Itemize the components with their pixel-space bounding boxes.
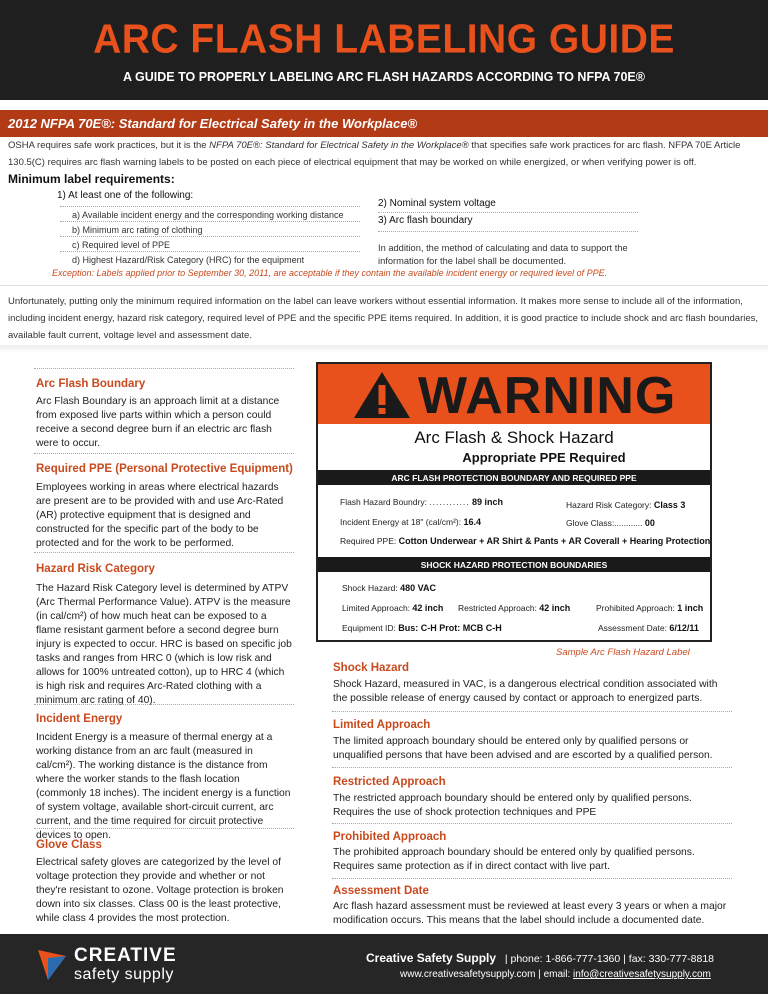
label-ppe-required: Appropriate PPE Required bbox=[462, 450, 626, 465]
summary-paragraph: Unfortunately, putting only the minimum required information on the label can leave workers without essential information. It makes more sense to include all of the information, including incident energy, hazard risk category, required level of PPE and the specific PPE items required. In addition, it is good practice to include shock and arc flash boundaries, available fault current, voltage level and assessment date. bbox=[8, 296, 759, 341]
requirements-heading: Minimum label requirements: bbox=[8, 172, 175, 186]
arc-flash-boundary-heading: Arc Flash Boundary bbox=[36, 378, 146, 390]
label-shock-bar: SHOCK HAZARD PROTECTION BOUNDARIES bbox=[318, 557, 710, 572]
divider bbox=[34, 552, 294, 553]
prohibited-approach-text: The prohibited approach boundary should be entered only by qualified persons. Requires same protection as if in direct contact with live part. bbox=[333, 847, 695, 872]
label-equipment-id: Equipment ID: Bus: C-H Prot: MCB C-H bbox=[342, 623, 502, 633]
footer-web-line: www.creativesafetysupply.com | email: info@creativesafetysupply.com bbox=[400, 969, 711, 980]
divider bbox=[34, 368, 294, 369]
label-assessment-date: Assessment Date: 6/12/11 bbox=[598, 623, 699, 633]
arc-flash-boundary-text: Arc Flash Boundary is an approach limit at a distance from exposed live parts within which a person could receive a second degree burn if an electric arc flash were to occur. bbox=[36, 396, 280, 449]
divider bbox=[0, 345, 768, 353]
req-sub-a: a) Available incident energy and the corresponding working distance bbox=[72, 210, 344, 220]
divider bbox=[332, 823, 732, 824]
shock-hazard-text: Shock Hazard, measured in VAC, is a dangerous electrical condition associated with the possible release of energy caused by contact or approach to energized parts. bbox=[333, 679, 718, 704]
email-link[interactable]: info@creativesafetysupply.com bbox=[573, 969, 711, 980]
label-shock-hazard: Shock Hazard: 480 VAC bbox=[342, 583, 436, 593]
section-band: 2012 NFPA 70E®: Standard for Electrical Safety in the Workplace® bbox=[0, 110, 768, 137]
label-restricted-approach: Restricted Approach: 42 inch bbox=[458, 603, 571, 613]
divider bbox=[332, 878, 732, 879]
label-flash-boundary: Flash Hazard Boundry: ............ 89 inch bbox=[340, 497, 504, 507]
divider bbox=[378, 231, 638, 232]
incident-energy-text: Incident Energy is a measure of thermal energy at a working distance from an arc fault (measured in cal/cm²). The working distance is the distance from where the worker stands to the flash location (commonly 18 inches). The incident energy is a function of system voltage, available short-circuit current, arc current, and the time required for circuit protective devices to open. bbox=[36, 732, 291, 841]
label-arc-flash-bar: ARC FLASH PROTECTION BOUNDARY AND REQUIRED PPE bbox=[318, 470, 710, 485]
divider bbox=[60, 251, 360, 252]
req-sub-d: d) Highest Hazard/Risk Category (HRC) for the equipment bbox=[72, 255, 305, 265]
hazard-risk-category-text: The Hazard Risk Category level is determined by ATPV (Arc Thermal Performance Value). ATPV is the measure (in cal/cm²) of how much heat can be exposed to a flame resistant garment before a second degree burn injury is expected to occur. HRC is based on specific job tasks and ranges from HRC 0 (which is low risk and allows for 100% untreated cotton), up to HRC 4 (which is high risk and requires Arc-Rated clothing with a minimum arc rating of 40). bbox=[36, 583, 292, 706]
prohibited-approach-heading: Prohibited Approach bbox=[333, 831, 447, 843]
warning-triangle-icon bbox=[352, 370, 412, 420]
divider bbox=[34, 704, 294, 705]
header bbox=[0, 0, 768, 100]
divider bbox=[332, 711, 732, 712]
divider bbox=[60, 236, 360, 237]
required-ppe-heading: Required PPE (Personal Protective Equipment) bbox=[36, 463, 293, 475]
label-warning-text: WARNING bbox=[418, 367, 677, 425]
footer bbox=[0, 934, 768, 994]
sample-warning-label bbox=[316, 362, 712, 642]
req-item-1: 1) At least one of the following: bbox=[57, 190, 194, 201]
label-glove-class: Glove Class:............ 00 bbox=[566, 518, 655, 528]
label-incident-energy: Incident Energy at 18" (cal/cm²): 16.4 bbox=[340, 517, 482, 527]
hazard-risk-category-heading: Hazard Risk Category bbox=[36, 563, 155, 575]
label-limited-approach: Limited Approach: 42 inch bbox=[342, 603, 444, 613]
label-required-ppe: Required PPE: Cotton Underwear + AR Shirt & Pants + AR Coverall + Hearing Protection bbox=[340, 536, 711, 546]
divider bbox=[60, 221, 360, 222]
divider bbox=[60, 206, 360, 207]
incident-energy-heading: Incident Energy bbox=[36, 713, 123, 725]
website-link[interactable]: www.creativesafetysupply.com bbox=[400, 969, 536, 980]
intro-paragraph: OSHA requires safe work practices, but it is the NFPA 70E®: Standard for Electrical Safety in the Workplace® that specifies safe work practices for arc flash. NFPA 70E Article 130.5(C) requires arc flash warning labels to be posted on each piece of electrical equipment that may be worked on while energized, or when verifying power is off. bbox=[8, 140, 741, 168]
label-orange-header bbox=[318, 364, 710, 424]
divider bbox=[332, 767, 732, 768]
glove-class-heading: Glove Class bbox=[36, 839, 102, 851]
limited-approach-text: The limited approach boundary should be entered only by qualified persons or unqualified persons that have been advised and are escorted by a qualified person. bbox=[333, 736, 713, 761]
logo-text-top: CREATIVE bbox=[74, 945, 177, 966]
glove-class-text: Electrical safety gloves are categorized by the level of voltage protection they provide and whether or not they're resistant to ozone. Voltage protection is broken down into six classes. Class 00 is the least protective, while class 4 provides the most protection. bbox=[36, 857, 284, 924]
req-item-3: 3) Arc flash boundary bbox=[378, 215, 473, 226]
footer-contact-line: Creative Safety Supply | phone: 1-866-777-1360 | fax: 330-777-8818 bbox=[366, 951, 715, 965]
label-caption: Sample Arc Flash Hazard Label bbox=[556, 647, 690, 658]
page-title: ARC FLASH LABELING GUIDE bbox=[93, 16, 675, 63]
required-ppe-text: Employees working in areas where electrical hazards are present are to be provided with and use Arc-Rated (AR) protective equipment that is designed and constructed for the specific part of the body to be protected and for the work to be performed. bbox=[36, 482, 284, 549]
req-sub-b: b) Minimum arc rating of clothing bbox=[72, 225, 203, 235]
restricted-approach-heading: Restricted Approach bbox=[333, 776, 446, 788]
restricted-approach-text: The restricted approach boundary should be entered only by qualified persons. Requires the use of shock protection techniques and PPE bbox=[333, 793, 692, 818]
assessment-date-text: Arc flash hazard assessment must be reviewed at least every 3 years or when a major modification occurs. This means that the label should include a documented date. bbox=[333, 901, 727, 926]
page-subtitle: A GUIDE TO PROPERLY LABELING ARC FLASH HAZARDS ACCORDING TO NFPA 70E® bbox=[123, 70, 645, 84]
divider bbox=[34, 828, 294, 829]
divider bbox=[34, 453, 294, 454]
creative-logo-icon bbox=[36, 946, 70, 982]
divider bbox=[0, 285, 768, 286]
header-gap bbox=[0, 100, 768, 110]
divider bbox=[378, 212, 638, 213]
req-exception: Exception: Labels applied prior to September 30, 2011, are acceptable if they contain the available incident energy or required level of PPE. bbox=[52, 268, 608, 278]
label-hazard-title: Arc Flash & Shock Hazard bbox=[414, 428, 614, 447]
req-item-2: 2) Nominal system voltage bbox=[378, 198, 496, 209]
limited-approach-heading: Limited Approach bbox=[333, 719, 431, 731]
shock-hazard-heading: Shock Hazard bbox=[333, 662, 410, 674]
logo-text-bottom: safety supply bbox=[74, 966, 174, 983]
assessment-date-heading: Assessment Date bbox=[333, 885, 429, 897]
req-note: In addition, the method of calculating and data to support the information for the label shall be documented. bbox=[378, 243, 628, 266]
label-hrc: Hazard Risk Category: Class 3 bbox=[566, 500, 686, 510]
req-sub-c: c) Required level of PPE bbox=[72, 240, 171, 250]
label-prohibited-approach: Prohibited Approach: 1 inch bbox=[596, 603, 704, 613]
